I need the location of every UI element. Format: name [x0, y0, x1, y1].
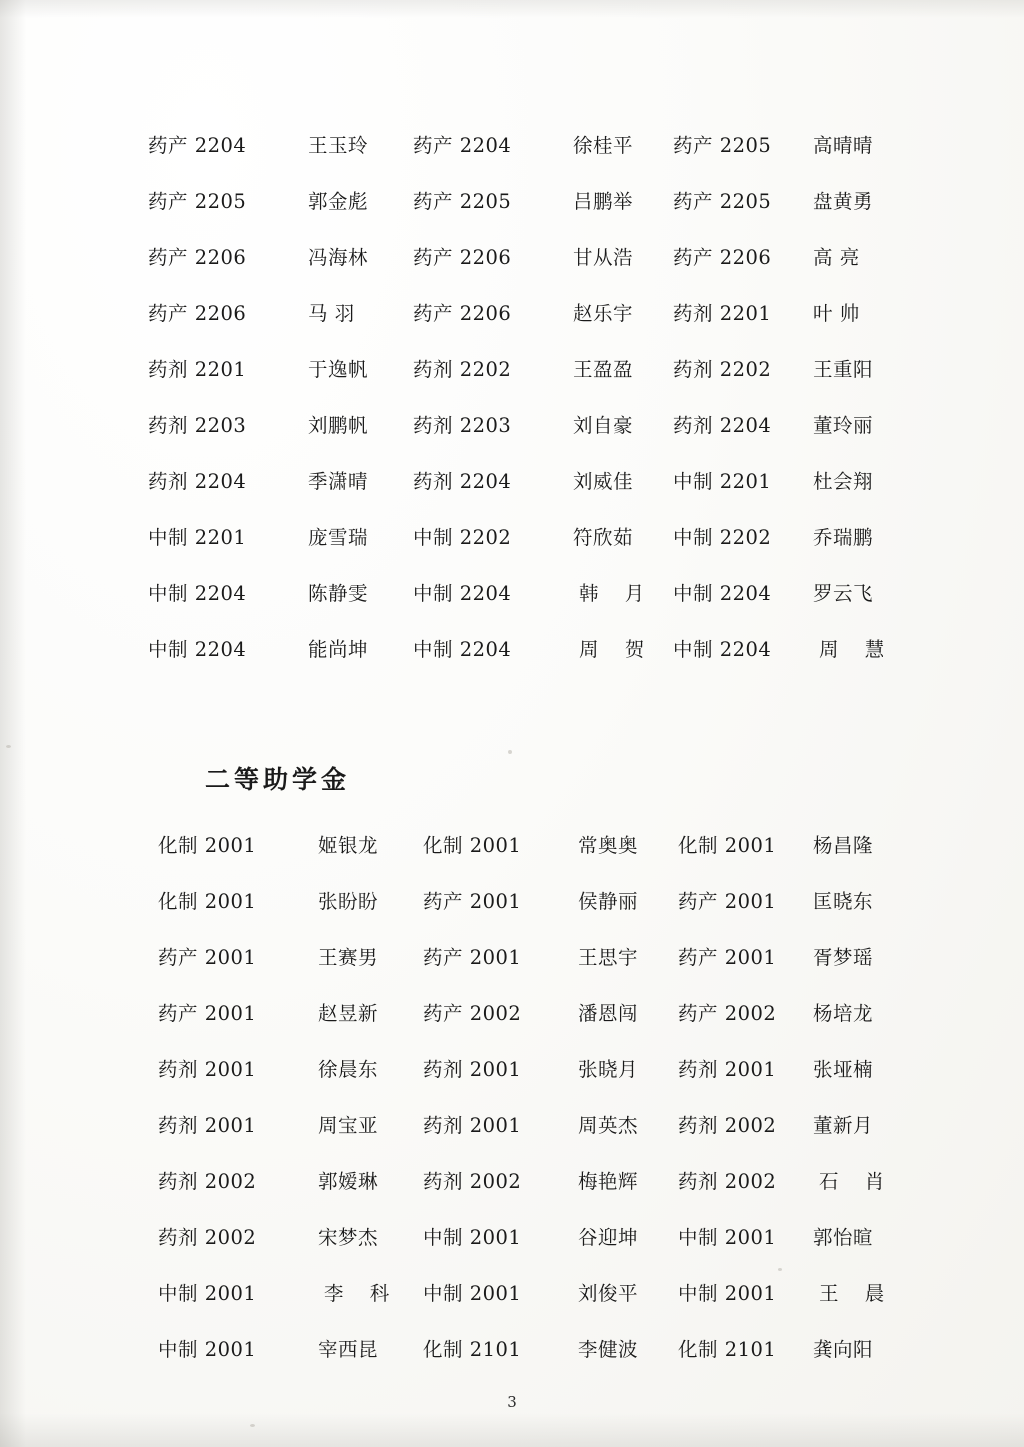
name-cell: 冯海林 — [308, 246, 369, 270]
class-cell: 药剂 2204 — [148, 470, 247, 494]
name-cell: 刘自豪 — [573, 414, 634, 438]
class-cell: 药产 2002 — [423, 1002, 522, 1026]
table-row — [158, 986, 908, 1042]
table-row — [158, 1266, 908, 1322]
name-cell: 宋梦杰 — [318, 1226, 379, 1250]
name-cell: 郭金彪 — [308, 190, 369, 214]
class-cell: 药产 2204 — [148, 134, 247, 158]
class-cell: 化制 2001 — [423, 834, 522, 858]
class-cell: 药产 2001 — [158, 1002, 257, 1026]
class-cell: 中制 2204 — [148, 582, 247, 606]
name-cell: 张垭楠 — [813, 1058, 874, 1082]
name-cell: 侯静丽 — [578, 890, 639, 914]
class-cell: 化制 2001 — [158, 834, 257, 858]
class-cell: 中制 2001 — [158, 1338, 257, 1362]
class-cell: 药产 2001 — [678, 946, 777, 970]
name-cell: 乔瑞鹏 — [813, 526, 874, 550]
name-cell: 杨昌隆 — [813, 834, 874, 858]
class-cell: 中制 2001 — [158, 1282, 257, 1306]
table-row — [158, 818, 908, 874]
class-cell: 化制 2101 — [678, 1338, 777, 1362]
class-cell: 药剂 2201 — [673, 302, 772, 326]
table-row — [148, 174, 908, 230]
name-cell: 龚向阳 — [813, 1338, 874, 1362]
class-cell: 中制 2001 — [423, 1226, 522, 1250]
class-cell: 中制 2204 — [148, 638, 247, 662]
name-cell: 徐晨东 — [318, 1058, 379, 1082]
name-cell: 梅艳辉 — [578, 1170, 639, 1194]
name-cell: 张晓月 — [578, 1058, 639, 1082]
class-cell: 中制 2201 — [148, 526, 247, 550]
name-cell: 韩 月 — [579, 582, 655, 606]
class-cell: 药产 2002 — [678, 1002, 777, 1026]
class-cell: 中制 2204 — [673, 638, 772, 662]
class-cell: 化制 2101 — [423, 1338, 522, 1362]
table-row — [158, 1042, 908, 1098]
class-cell: 药剂 2204 — [673, 414, 772, 438]
name-cell: 刘鹏帆 — [308, 414, 369, 438]
class-cell: 中制 2204 — [413, 582, 512, 606]
table-row — [148, 118, 908, 174]
class-cell: 药剂 2203 — [413, 414, 512, 438]
name-cell: 王 晨 — [819, 1282, 895, 1306]
class-cell: 药产 2206 — [413, 302, 512, 326]
class-cell: 药产 2001 — [158, 946, 257, 970]
name-cell: 罗云飞 — [813, 582, 874, 606]
class-cell: 药产 2205 — [413, 190, 512, 214]
name-cell: 刘威佳 — [573, 470, 634, 494]
name-cell: 周宝亚 — [318, 1114, 379, 1138]
name-cell: 杜会翔 — [813, 470, 874, 494]
name-cell: 盘黄勇 — [813, 190, 874, 214]
class-cell: 中制 2202 — [413, 526, 512, 550]
name-cell: 匡晓东 — [813, 890, 874, 914]
table-row — [148, 510, 908, 566]
name-cell: 徐桂平 — [573, 134, 634, 158]
class-cell: 药剂 2002 — [158, 1226, 257, 1250]
name-cell: 谷迎坤 — [578, 1226, 639, 1250]
name-cell: 王赛男 — [318, 946, 379, 970]
name-cell: 于逸帆 — [308, 358, 369, 382]
name-cell: 潘恩闯 — [578, 1002, 639, 1026]
name-cell: 张盼盼 — [318, 890, 379, 914]
table-row — [148, 230, 908, 286]
name-cell: 甘从浩 — [573, 246, 634, 270]
name-cell: 王盈盈 — [573, 358, 634, 382]
table-row — [148, 566, 908, 622]
class-cell: 药产 2001 — [423, 890, 522, 914]
table-row — [148, 286, 908, 342]
table-row — [148, 454, 908, 510]
class-cell: 药产 2206 — [148, 302, 247, 326]
class-cell: 药产 2205 — [673, 190, 772, 214]
name-cell: 高 亮 — [813, 246, 860, 270]
section-heading: 二等助学金 — [205, 765, 351, 794]
table-row — [158, 1098, 908, 1154]
class-cell: 药产 2001 — [423, 946, 522, 970]
name-cell: 周英杰 — [578, 1114, 639, 1138]
table-row — [158, 1210, 908, 1266]
second-grade-recipients-table — [158, 818, 908, 1378]
name-cell: 石 肖 — [819, 1170, 895, 1194]
class-cell: 药剂 2001 — [678, 1058, 777, 1082]
class-cell: 药剂 2204 — [413, 470, 512, 494]
class-cell: 中制 2001 — [423, 1282, 522, 1306]
name-cell: 王玉玲 — [308, 134, 369, 158]
name-cell: 董新月 — [813, 1114, 874, 1138]
class-cell: 药剂 2001 — [423, 1058, 522, 1082]
class-cell: 药产 2001 — [678, 890, 777, 914]
name-cell: 郭怡暄 — [813, 1226, 874, 1250]
class-cell: 药产 2205 — [148, 190, 247, 214]
class-cell: 药剂 2001 — [158, 1058, 257, 1082]
class-cell: 药剂 2202 — [413, 358, 512, 382]
name-cell: 董玲丽 — [813, 414, 874, 438]
table-row — [158, 1154, 908, 1210]
name-cell: 陈静雯 — [308, 582, 369, 606]
table-row — [148, 342, 908, 398]
name-cell: 李 科 — [324, 1282, 400, 1306]
name-cell: 姬银龙 — [318, 834, 379, 858]
class-cell: 药剂 2002 — [678, 1114, 777, 1138]
first-grade-recipients-table — [148, 118, 908, 678]
name-cell: 庞雪瑞 — [308, 526, 369, 550]
name-cell: 王思宇 — [578, 946, 639, 970]
name-cell: 郭嫒琳 — [318, 1170, 379, 1194]
name-cell: 周 慧 — [819, 638, 895, 662]
name-cell: 高晴晴 — [813, 134, 874, 158]
name-cell: 赵乐宇 — [573, 302, 634, 326]
name-cell: 李健波 — [578, 1338, 639, 1362]
table-row — [158, 1322, 908, 1378]
class-cell: 药产 2204 — [413, 134, 512, 158]
name-cell: 宰西昆 — [318, 1338, 379, 1362]
name-cell: 符欣茹 — [573, 526, 634, 550]
table-row — [158, 930, 908, 986]
class-cell: 药剂 2001 — [158, 1114, 257, 1138]
class-cell: 药产 2206 — [413, 246, 512, 270]
class-cell: 药剂 2203 — [148, 414, 247, 438]
class-cell: 药产 2206 — [148, 246, 247, 270]
class-cell: 药剂 2002 — [423, 1170, 522, 1194]
name-cell: 刘俊平 — [578, 1282, 639, 1306]
class-cell: 药剂 2202 — [673, 358, 772, 382]
class-cell: 药剂 2201 — [148, 358, 247, 382]
name-cell: 能尚坤 — [308, 638, 369, 662]
class-cell: 化制 2001 — [158, 890, 257, 914]
class-cell: 中制 2204 — [673, 582, 772, 606]
table-row — [158, 874, 908, 930]
class-cell: 中制 2001 — [678, 1226, 777, 1250]
name-cell: 胥梦瑶 — [813, 946, 874, 970]
class-cell: 化制 2001 — [678, 834, 777, 858]
name-cell: 周 贺 — [579, 638, 655, 662]
class-cell: 药产 2206 — [673, 246, 772, 270]
name-cell: 马 羽 — [308, 302, 355, 326]
page-number: 3 — [507, 1393, 517, 1411]
class-cell: 药剂 2002 — [158, 1170, 257, 1194]
name-cell: 杨培龙 — [813, 1002, 874, 1026]
name-cell: 季潇晴 — [308, 470, 369, 494]
name-cell: 赵昱新 — [318, 1002, 379, 1026]
name-cell: 常奥奥 — [578, 834, 639, 858]
table-row — [148, 398, 908, 454]
class-cell: 中制 2202 — [673, 526, 772, 550]
name-cell: 吕鹏举 — [573, 190, 634, 214]
name-cell: 王重阳 — [813, 358, 874, 382]
class-cell: 药剂 2002 — [678, 1170, 777, 1194]
class-cell: 药产 2205 — [673, 134, 772, 158]
class-cell: 中制 2201 — [673, 470, 772, 494]
class-cell: 中制 2001 — [678, 1282, 777, 1306]
name-cell: 叶 帅 — [813, 302, 860, 326]
class-cell: 中制 2204 — [413, 638, 512, 662]
class-cell: 药剂 2001 — [423, 1114, 522, 1138]
table-row — [148, 622, 908, 678]
